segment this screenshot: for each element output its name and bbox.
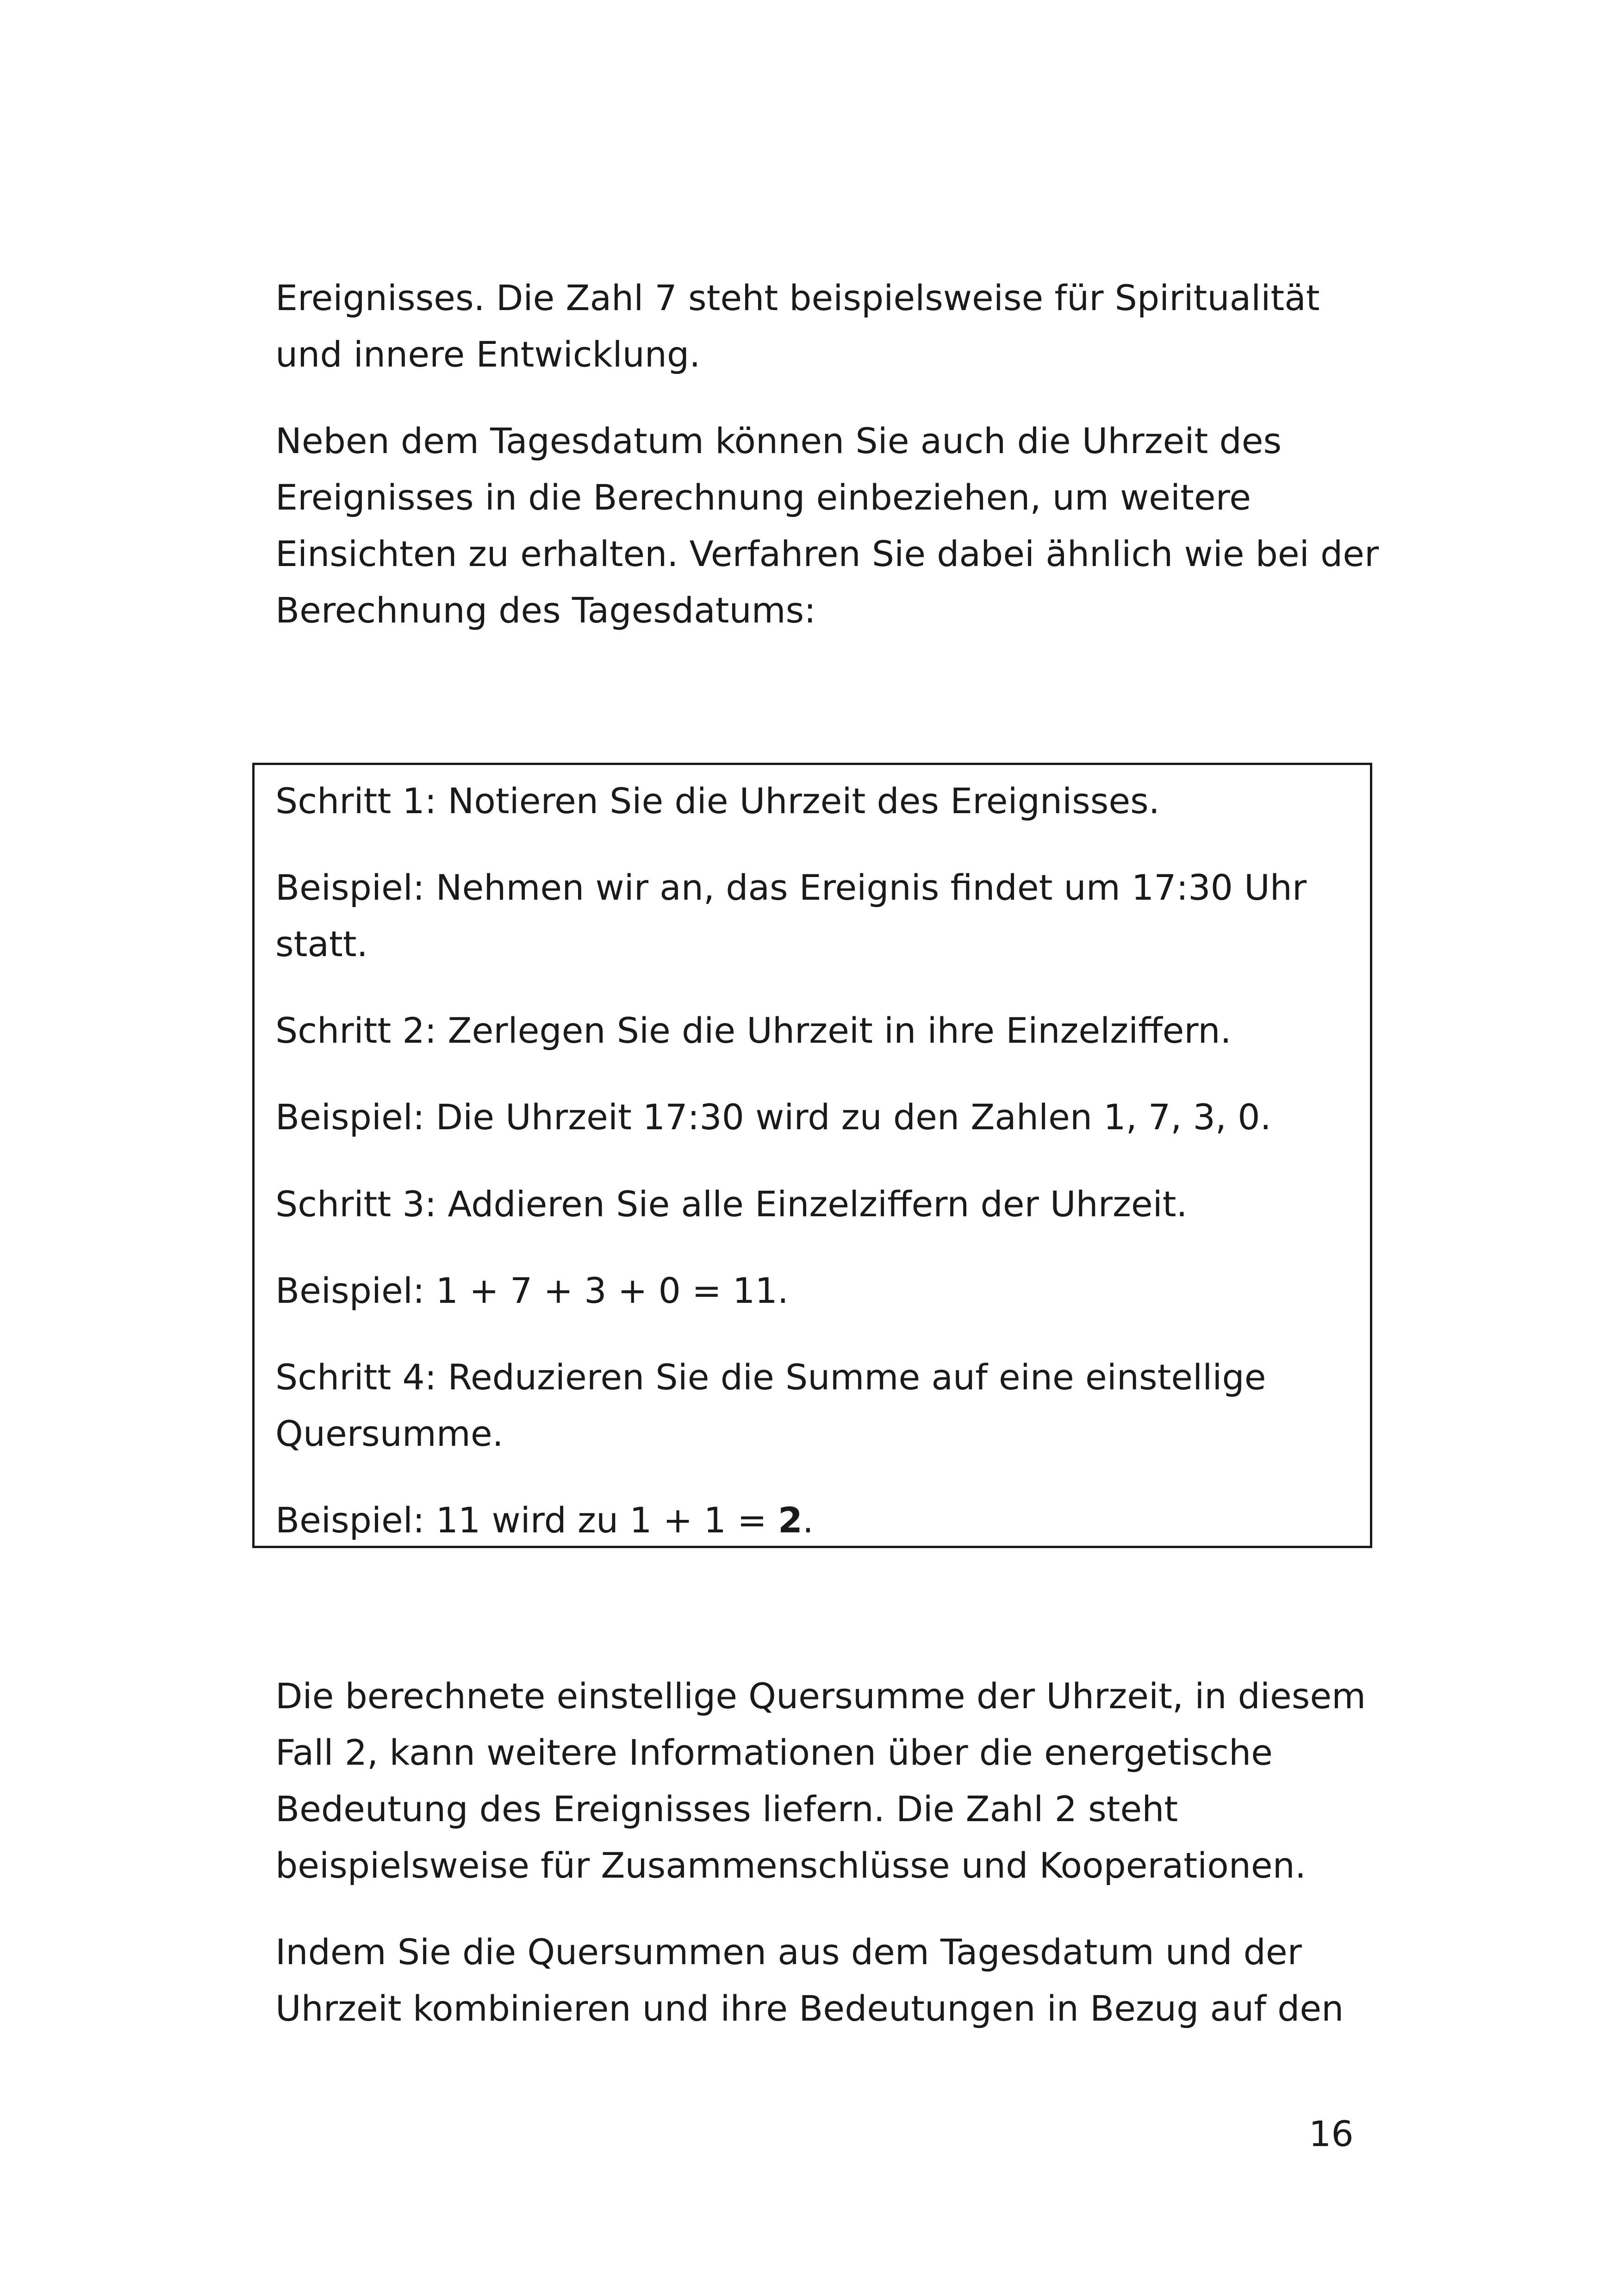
paragraph-3-line-2: Fall 2, kann weitere Informationen über die energetische [275,1732,1273,1773]
paragraph-4-line-2: Uhrzeit kombinieren und ihre Bedeutungen in Bezug auf den [275,1988,1344,2029]
paragraph-3-line-3: Bedeutung des Ereignisses liefern. Die Zahl 2 steht [275,1788,1178,1829]
step-2-text: Schritt 2: Zerlegen Sie die Uhrzeit in ihre Einzelziffern. [275,1010,1232,1051]
paragraph-2-line-4: Berechnung des Tagesdatums: [275,590,816,631]
step-1-text: Schritt 1: Notieren Sie die Uhrzeit des Ereignisses. [275,780,1160,821]
step-4-example-prefix: Beispiel: 11 wird zu 1 + 1 = [275,1500,778,1541]
paragraph-2-line-1: Neben dem Tagesdatum können Sie auch die Uhrzeit des [275,420,1282,461]
page-number: 16 [1309,2113,1354,2154]
step-4-text-line-2: Quersumme. [275,1413,504,1454]
step-1-example-line-2: statt. [275,923,368,964]
paragraph-2-line-2: Ereignisses in die Berechnung einbeziehen, um weitere [275,477,1251,518]
step-3-text: Schritt 3: Addieren Sie alle Einzelziffern der Uhrzeit. [275,1183,1188,1225]
paragraph-3-line-4: beispielsweise für Zusammenschlüsse und Kooperationen. [275,1845,1307,1886]
paragraph-3-line-1: Die berechnete einstellige Quersumme der Uhrzeit, in diesem [275,1675,1366,1717]
paragraph-2-line-3: Einsichten zu erhalten. Verfahren Sie dabei ähnlich wie bei der [275,533,1379,574]
paragraph-4-line-1: Indem Sie die Quersummen aus dem Tagesdatum und der [275,1931,1302,1972]
step-4-example-result: 2 [778,1500,803,1541]
step-4-example-suffix: . [802,1500,814,1541]
step-4-text-line-1: Schritt 4: Reduzieren Sie die Summe auf eine einstellige [275,1356,1266,1398]
step-4-example [275,1500,814,1541]
intro-line-1: Ereignisses. Die Zahl 7 steht beispielsweise für Spiritualität [275,277,1320,318]
steps-box [252,763,1372,1548]
intro-line-2: und innere Entwicklung. [275,334,701,375]
step-1-example-line-1: Beispiel: Nehmen wir an, das Ereignis findet um 17:30 Uhr [275,867,1307,908]
step-2-example: Beispiel: Die Uhrzeit 17:30 wird zu den Zahlen 1, 7, 3, 0. [275,1096,1271,1138]
step-3-example: Beispiel: 1 + 7 + 3 + 0 = 11. [275,1270,789,1311]
